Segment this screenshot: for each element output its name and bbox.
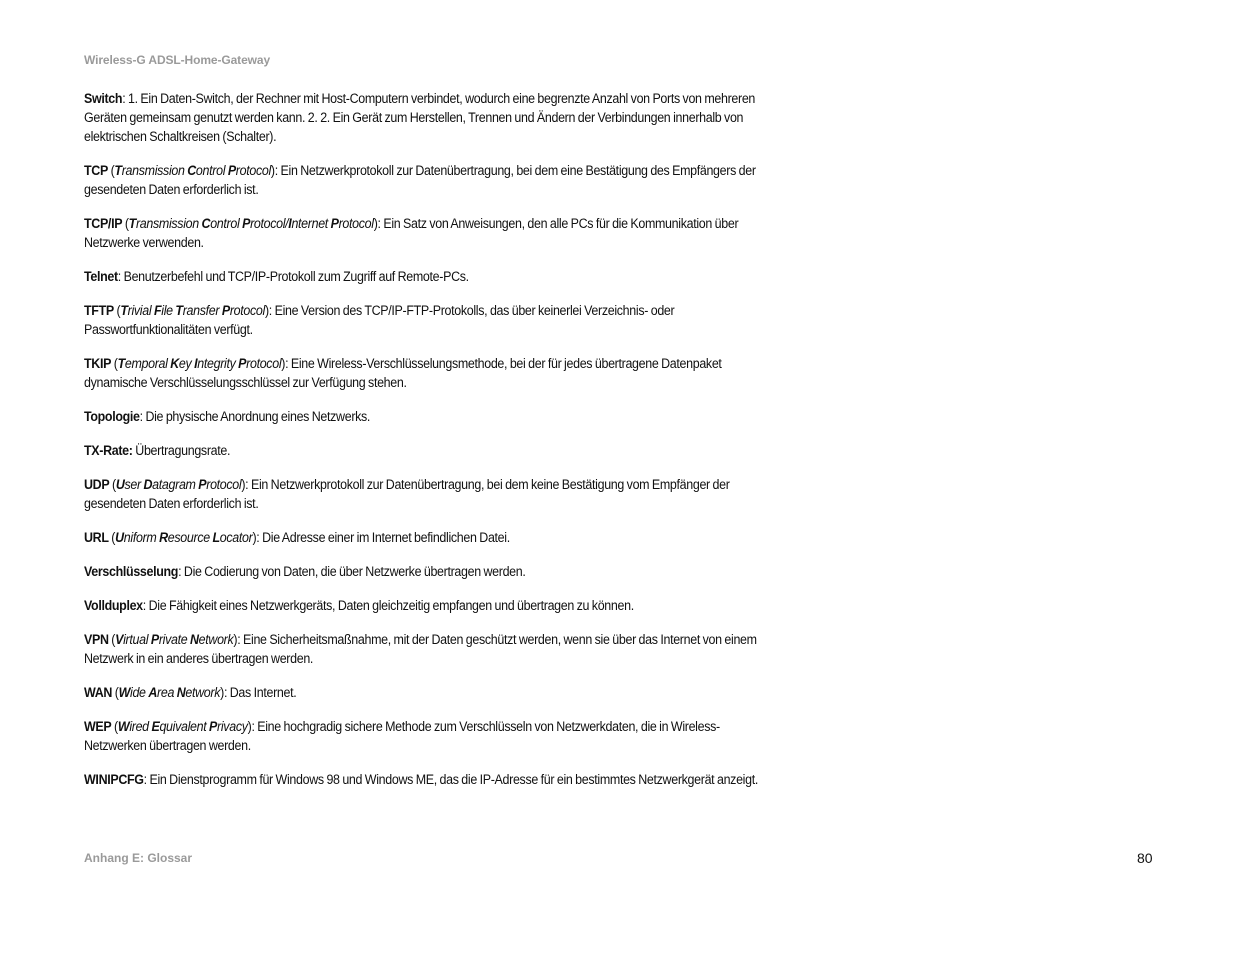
expansion-rest: rotocol — [235, 163, 271, 178]
expansion-rest: ile — [161, 303, 176, 318]
glossary-definition: : Ein Dienstprogramm für Windows 98 und Windows ME, das die IP-Adresse für ein bestimmtes Netzwerkgerät anzeigt. — [143, 772, 758, 787]
glossary-entry: URL (Uniform Resource Locator): Die Adresse einer im Internet befindlichen Datei. — [84, 530, 510, 545]
expansion-rest: rivate — [158, 632, 190, 647]
expansion-initial: N — [189, 632, 199, 647]
glossary-term: UDP — [84, 477, 110, 492]
glossary-term: TKIP — [84, 356, 112, 371]
glossary-definition: : 1. Ein Daten-Switch, der Rechner mit Host-Computern verbindet, wodurch eine begrenzte Anzahl von Ports von mehreren Geräten gemeinsam genutzt werden kann. 2. 2. Ein Gerät zum Herstellen, Trennen und Ändern der Verbindungen innerhalb von elektrischen Schaltkreisen (Schalter). — [84, 91, 756, 144]
glossary-definition: : Eine Wireless-Verschlüsselungsmethode, bei der für jedes übertragene Datenpaket dynamische Verschlüsselungsschlüssel zur Verfügung stehen. — [84, 356, 722, 390]
expansion-initial: L — [212, 530, 220, 545]
expansion-initial: K — [170, 356, 179, 371]
expansion-rest: irtual — [123, 632, 151, 647]
expansion-initial: F — [153, 303, 162, 318]
expansion-rest: etwork — [198, 632, 234, 647]
glossary-term: TCP/IP — [84, 216, 123, 231]
expansion-initial: T — [175, 303, 183, 318]
expansion-initial: T — [120, 303, 128, 318]
glossary-definition: : Das Internet. — [223, 685, 297, 700]
page-number: 80 — [1137, 850, 1153, 866]
glossary-definition: : Ein Netzwerkprotokoll zur Datenübertragung, bei dem keine Bestätigung vom Empfänger der gesendeten Daten erforderlich ist. — [84, 477, 730, 511]
expansion-rest: ntegrity — [197, 356, 239, 371]
glossary-expansion — [116, 477, 242, 492]
expansion-initial: P — [238, 356, 247, 371]
glossary-term: URL — [84, 530, 109, 545]
glossary-entry — [84, 89, 772, 146]
expansion-initial: W — [118, 685, 131, 700]
expansion-initial: P — [221, 303, 230, 318]
expansion-initial: T — [128, 216, 136, 231]
expansion-rest: rivacy — [217, 719, 248, 734]
glossary-expansion — [115, 530, 252, 545]
expansion-initial: P — [209, 719, 218, 734]
glossary-expansion — [114, 163, 270, 178]
expansion-rest: ser — [124, 477, 144, 492]
expansion-initial: P — [242, 216, 251, 231]
glossary-definition: : Die Codierung von Daten, die über Netzwerke übertragen werden. — [178, 564, 526, 579]
expansion-initial: C — [201, 216, 211, 231]
expansion-rest: rivial — [127, 303, 154, 318]
expansion-rest: quivalent — [159, 719, 210, 734]
glossary-definition: : Die Adresse einer im Internet befindlichen Datei. — [256, 530, 510, 545]
expansion-initial: U — [115, 530, 124, 545]
glossary-entry: TFTP (Trivial File Transfer Protocol): Eine Version des TCP/IP-FTP-Protokolls, das über keinerlei Verzeichnis- oder Passwortfunktionalitäten verfügt. — [84, 303, 675, 337]
glossary-term: TFTP — [84, 303, 114, 318]
expansion-rest: rotocol — [338, 216, 374, 231]
expansion-rest: rotocol — [246, 356, 282, 371]
expansion-rest: ransmission — [135, 216, 202, 231]
expansion-initial: I — [288, 216, 292, 231]
expansion-initial: P — [227, 163, 236, 178]
glossary-definition: : Die Fähigkeit eines Netzwerkgeräts, Daten gleichzeitig empfangen und übertragen zu können. — [142, 598, 634, 613]
glossary-term: Switch — [84, 91, 123, 106]
glossary-expansion — [118, 356, 282, 371]
expansion-initial: C — [187, 163, 196, 178]
expansion-rest: rotocol — [229, 303, 265, 318]
glossary-definition: : Ein Netzwerkprotokoll zur Datenübertragung, bei dem eine Bestätigung des Empfängers der gesendeten Daten erforderlich ist. — [84, 163, 756, 197]
expansion-initial: I — [194, 356, 198, 371]
expansion-initial: N — [176, 685, 186, 700]
glossary-expansion — [118, 719, 248, 734]
expansion-rest: nternet — [291, 216, 331, 231]
expansion-initial: P — [198, 477, 207, 492]
glossary-expansion — [119, 685, 221, 700]
glossary-list — [84, 89, 764, 804]
glossary-expansion — [120, 303, 265, 318]
expansion-rest: ide — [130, 685, 149, 700]
running-footer: Anhang E: Glossar — [84, 851, 193, 865]
glossary-entry — [84, 770, 772, 789]
expansion-initial: V — [115, 632, 124, 647]
glossary-definition: : Ein Satz von Anweisungen, den alle PCs für die Kommunikation über Netzwerke verwenden. — [84, 216, 739, 250]
expansion-initial: T — [114, 163, 122, 178]
running-header: Wireless-G ADSL-Home-Gateway — [84, 53, 271, 67]
expansion-initial: P — [150, 632, 159, 647]
expansion-rest: ransfer — [182, 303, 222, 318]
glossary-entry: TCP (Transmission Control Protocol): Ein Netzwerkprotokoll zur Datenübertragung, bei dem eine Bestätigung des Empfängers der gesendeten Daten erforderlich ist. — [84, 163, 756, 197]
glossary-definition: : Eine hochgradig sichere Methode zum Verschlüsseln von Netzwerkdaten, die in Wireless-Netzwerken übertragen werden. — [84, 719, 720, 753]
glossary-definition: : Die physische Anordnung eines Netzwerks. — [139, 409, 371, 424]
glossary-entry — [84, 562, 772, 581]
expansion-rest: atagram — [152, 477, 199, 492]
expansion-initial: D — [143, 477, 153, 492]
glossary-definition: : Eine Version des TCP/IP-FTP-Protokolls, das über keinerlei Verzeichnis- oder Passwortfunktionalitäten verfügt. — [84, 303, 675, 337]
glossary-term: Telnet — [84, 269, 118, 284]
glossary-term: VPN — [84, 632, 109, 647]
expansion-rest: ontrol — [195, 163, 228, 178]
expansion-initial: W — [117, 719, 130, 734]
expansion-rest: ired — [129, 719, 152, 734]
glossary-term: TX-Rate: — [84, 443, 133, 458]
glossary-definition: Übertragungsrate. — [132, 443, 231, 458]
expansion-rest: ontrol — [210, 216, 243, 231]
glossary-entry: WAN (Wide Area Network): Das Internet. — [84, 685, 297, 700]
glossary-entry: TCP/IP (Transmission Control Protocol/Internet Protocol): Ein Satz von Anweisungen, den alle PCs für die Kommunikation über Netzwerke verwenden. — [84, 216, 739, 250]
glossary-entry: UDP (User Datagram Protocol): Ein Netzwerkprotokoll zur Datenübertragung, bei dem keine Bestätigung vom Empfänger der gesendeten Daten erforderlich ist. — [84, 477, 730, 511]
glossary-term: WEP — [84, 719, 112, 734]
expansion-rest: etwork — [185, 685, 221, 700]
expansion-initial: T — [117, 356, 125, 371]
expansion-rest: emporal — [124, 356, 171, 371]
expansion-initial: A — [148, 685, 158, 700]
glossary-term: WINIPCFG — [84, 772, 144, 787]
expansion-rest: ey — [178, 356, 195, 371]
expansion-initial: E — [151, 719, 160, 734]
expansion-initial: P — [330, 216, 339, 231]
glossary-entry — [84, 441, 772, 460]
glossary-expansion — [115, 632, 233, 647]
glossary-term: Verschlüsselung — [84, 564, 179, 579]
expansion-rest: rotocol/ — [250, 216, 289, 231]
glossary-definition: : Eine Sicherheitsmaßnahme, mit der Daten geschützt werden, wenn sie über das Internet von einem Netzwerk in ein anderes übertragen werden. — [84, 632, 757, 666]
glossary-entry — [84, 267, 772, 286]
glossary-entry: WEP (Wired Equivalent Privacy): Eine hochgradig sichere Methode zum Verschlüsseln von Netzwerkdaten, die in Wireless-Netzwerken übertragen werden. — [84, 719, 720, 753]
expansion-initial: R — [159, 530, 168, 545]
expansion-rest: ocator — [219, 530, 253, 545]
glossary-definition: : Benutzerbefehl und TCP/IP-Protokoll zum Zugriff auf Remote-PCs. — [117, 269, 469, 284]
glossary-entry — [84, 407, 772, 426]
glossary-term: Topologie — [84, 409, 140, 424]
glossary-term: WAN — [84, 685, 113, 700]
glossary-entry: TKIP (Temporal Key Integrity Protocol): Eine Wireless-Verschlüsselungsmethode, bei der für jedes übertragene Datenpaket dynamische Verschlüsselungsschlüssel zur Verfügung stehen. — [84, 356, 722, 390]
expansion-rest: ransmission — [121, 163, 188, 178]
expansion-rest: esource — [167, 530, 213, 545]
glossary-entry: VPN (Virtual Private Network): Eine Sicherheitsmaßnahme, mit der Daten geschützt werden, wenn sie über das Internet von einem Netzwerk in ein anderes übertragen werden. — [84, 632, 757, 666]
glossary-entry — [84, 596, 772, 615]
expansion-rest: rotocol — [206, 477, 242, 492]
expansion-rest: rea — [157, 685, 177, 700]
expansion-initial: U — [115, 477, 125, 492]
glossary-term: Vollduplex — [84, 598, 143, 613]
glossary-term: TCP — [84, 163, 108, 178]
glossary-expansion — [129, 216, 374, 231]
expansion-rest: niform — [123, 530, 160, 545]
